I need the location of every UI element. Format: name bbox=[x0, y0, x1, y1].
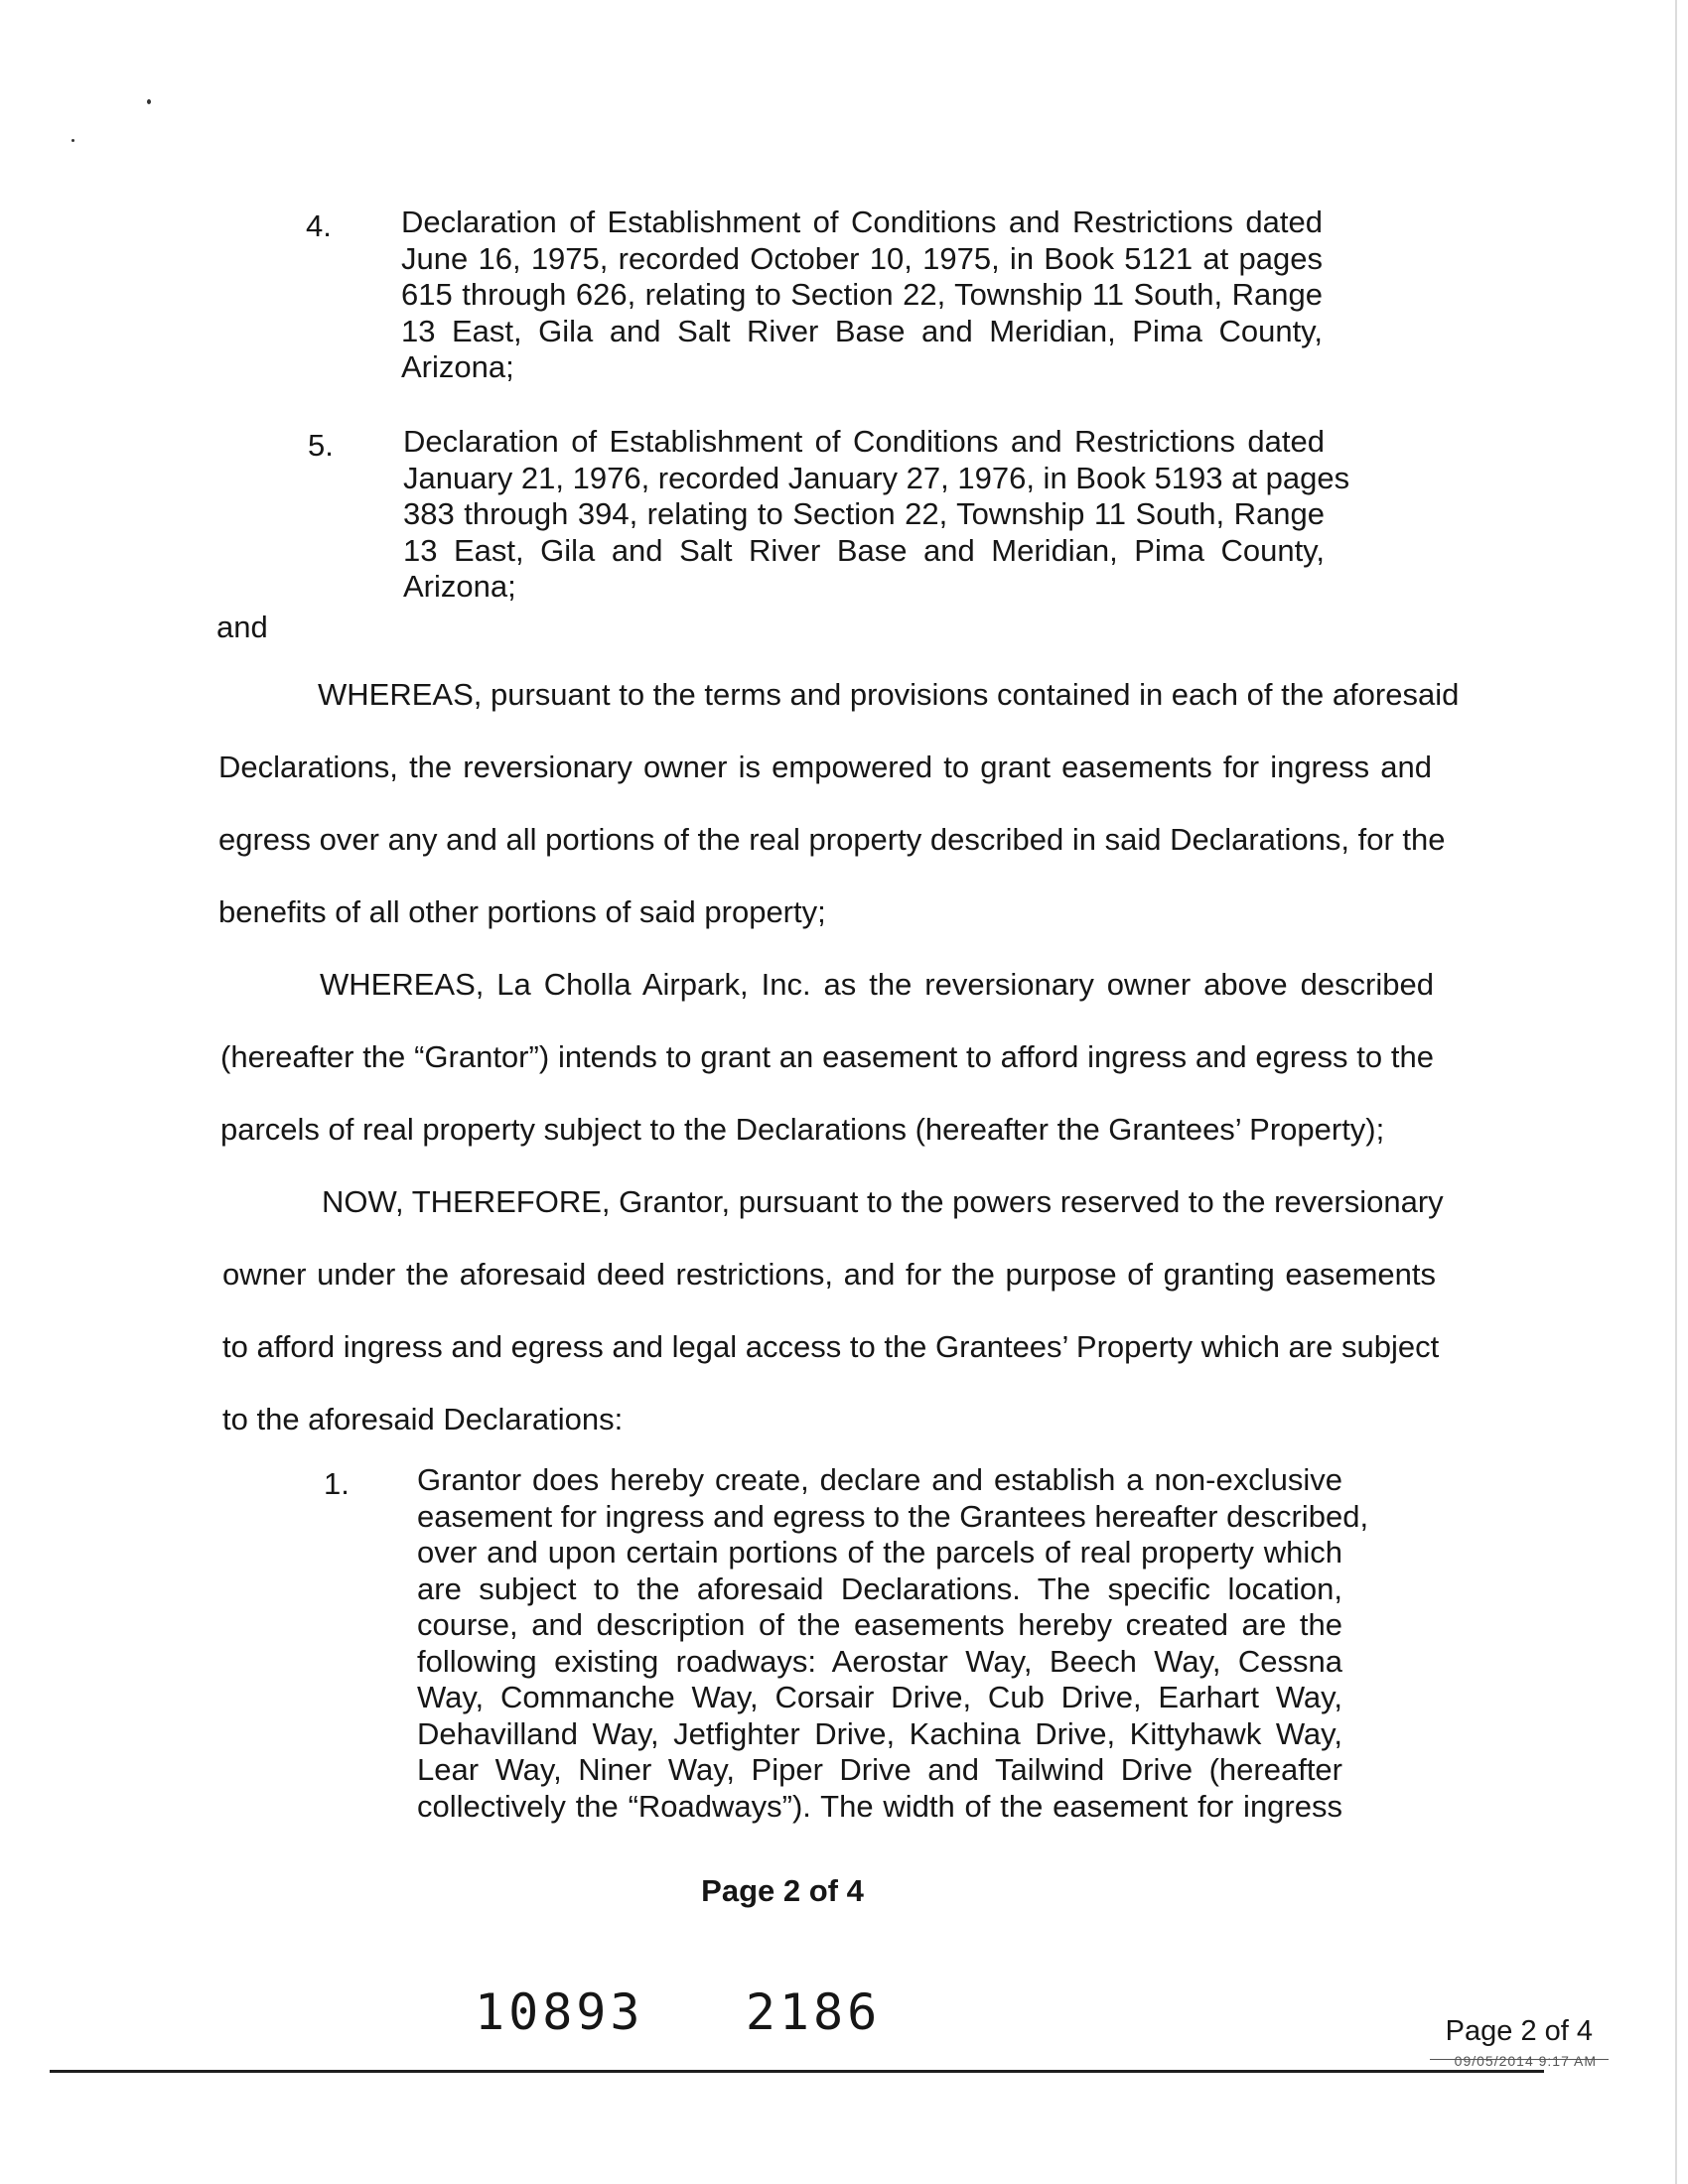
paragraph-line: benefits of all other portions of said property; bbox=[218, 894, 826, 929]
recorder-date-stamp: 09/05/2014 9:17 AM bbox=[1454, 2053, 1597, 2069]
item-line: Way, Commanche Way, Corsair Drive, Cub Drive, Earhart Way, bbox=[417, 1680, 1342, 1714]
paragraph-line: WHEREAS, pursuant to the terms and provisions contained in each of the aforesaid bbox=[318, 677, 1460, 712]
now-therefore-paragraph bbox=[222, 1165, 1444, 1455]
item-number: 5. bbox=[308, 428, 334, 463]
paragraph-line: to afford ingress and egress and legal access to the Grantees’ Property which are subject bbox=[222, 1329, 1440, 1364]
item-line: June 16, 1975, recorded October 10, 1975, in Book 5121 at pages bbox=[401, 240, 1323, 276]
paragraph-line: NOW, THEREFORE, Grantor, pursuant to the powers reserved to the reversionary bbox=[322, 1184, 1444, 1219]
item-line: Declaration of Establishment of Conditions and Restrictions dated bbox=[403, 424, 1325, 459]
whereas-paragraph-1 bbox=[218, 658, 1460, 948]
paragraph-line: (hereafter the “Grantor”) intends to grant an easement to afford ingress and egress to the bbox=[220, 1039, 1434, 1074]
item-line: 615 through 626, relating to Section 22, Township 11 South, Range bbox=[401, 277, 1323, 312]
item-line: following existing roadways: Aerostar Way, Beech Way, Cessna bbox=[417, 1643, 1342, 1679]
item-line: Lear Way, Niner Way, Piper Drive and Tailwind Drive (hereafter bbox=[417, 1752, 1342, 1787]
item-line: 13 East, Gila and Salt River Base and Meridian, Pima County, bbox=[401, 313, 1323, 348]
scan-speck bbox=[147, 99, 151, 104]
item-line: Grantor does hereby create, declare and establish a non-exclusive bbox=[417, 1462, 1342, 1497]
paragraph-line: parcels of real property subject to the Declarations (hereafter the Grantees’ Property); bbox=[220, 1112, 1385, 1147]
page-number bbox=[0, 1873, 1688, 1909]
connector-and: and bbox=[216, 610, 268, 644]
item-line: 383 through 394, relating to Section 22, Township 11 South, Range bbox=[403, 496, 1325, 531]
paragraph-line: Declarations, the reversionary owner is empowered to grant easements for ingress and bbox=[218, 750, 1432, 784]
recorder-page-stamp: Page 2 of 4 bbox=[1445, 2015, 1593, 2047]
paragraph-line: egress over any and all portions of the real property described in said Declarations, for the bbox=[218, 822, 1446, 857]
item-line: collectively the “Roadways”). The width of the easement for ingress bbox=[417, 1788, 1342, 1824]
whereas-paragraph-2 bbox=[220, 948, 1434, 1165]
footer-rule bbox=[50, 2070, 1544, 2073]
paragraph-line: to the aforesaid Declarations: bbox=[222, 1402, 624, 1436]
scan-speck bbox=[71, 139, 74, 142]
item-number: 4. bbox=[306, 208, 332, 243]
item-line: over and upon certain portions of the parcels of real property which bbox=[417, 1535, 1342, 1570]
scan-edge bbox=[1675, 0, 1677, 2184]
item-line: 13 East, Gila and Salt River Base and Meridian, Pima County, bbox=[403, 532, 1325, 568]
item-line: January 21, 1976, recorded January 27, 1976, in Book 5193 at pages bbox=[403, 460, 1350, 495]
item-line: Arizona; bbox=[401, 349, 514, 384]
paragraph-line: WHEREAS, La Cholla Airpark, Inc. as the reversionary owner above described bbox=[320, 967, 1434, 1002]
item-line: Declaration of Establishment of Conditions and Restrictions dated bbox=[401, 205, 1323, 239]
page-number-text: Page 2 of 4 bbox=[701, 1873, 864, 1908]
item-body bbox=[417, 1462, 1369, 1825]
item-body bbox=[403, 424, 1350, 606]
item-number: 1. bbox=[324, 1466, 350, 1501]
item-body bbox=[401, 205, 1323, 386]
item-line: course, and description of the easements hereby created are the bbox=[417, 1607, 1342, 1642]
item-line: Arizona; bbox=[403, 569, 516, 604]
paragraph-line: owner under the aforesaid deed restrictions, and for the purpose of granting easements bbox=[222, 1257, 1436, 1292]
item-line: are subject to the aforesaid Declarations. The specific location, bbox=[417, 1570, 1342, 1606]
item-line: Dehavilland Way, Jetfighter Drive, Kachina Drive, Kittyhawk Way, bbox=[417, 1715, 1342, 1751]
book-page-stamp: 10893 2186 bbox=[475, 1983, 882, 2041]
item-line: easement for ingress and egress to the Grantees hereafter described, bbox=[417, 1498, 1369, 1534]
